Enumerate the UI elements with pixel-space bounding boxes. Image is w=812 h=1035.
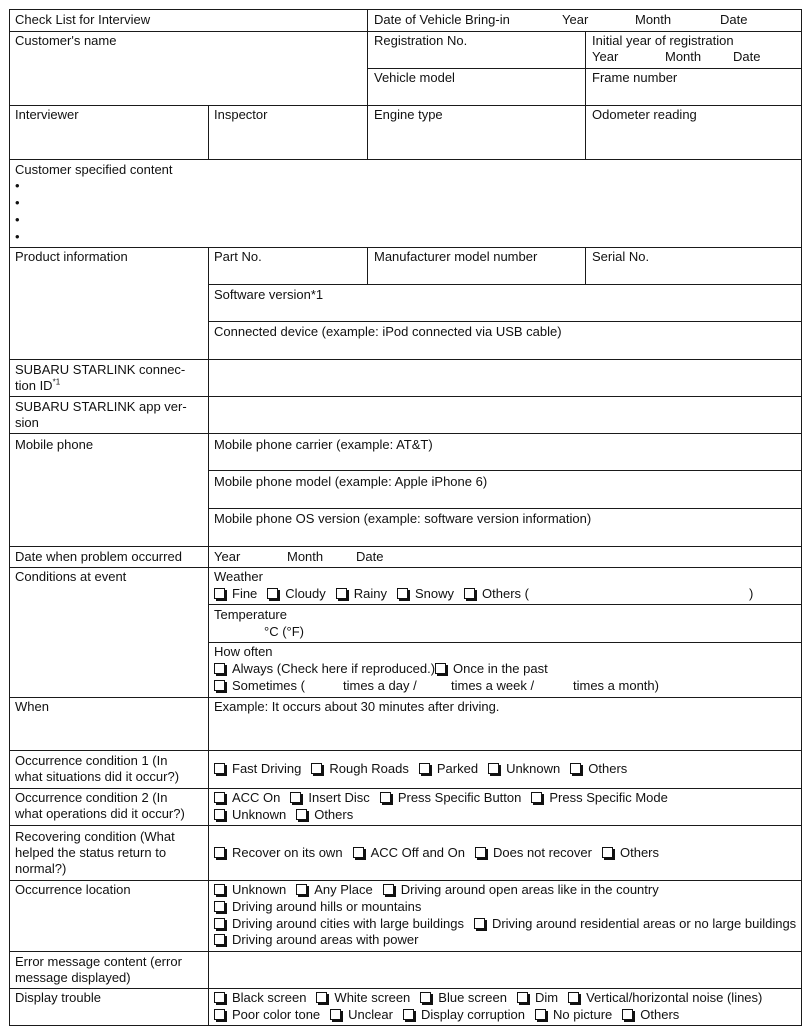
- checkbox[interactable]: [214, 934, 225, 945]
- display-no-picture[interactable]: No picture: [535, 1007, 612, 1023]
- occ1-options: [214, 761, 637, 777]
- occ2-label-line1: Occurrence condition 2 (In: [15, 790, 168, 805]
- bring-in-year: Year: [562, 12, 589, 27]
- how-often-always[interactable]: Always (Check here if reproduced.): [214, 661, 435, 676]
- initial-year-date: Date: [733, 49, 761, 64]
- checkbox[interactable]: [602, 847, 613, 858]
- occ1-others[interactable]: Others: [570, 761, 627, 777]
- occ1-rough-roads[interactable]: Rough Roads: [311, 761, 409, 777]
- weather-cloudy[interactable]: Cloudy: [267, 586, 325, 602]
- checkbox[interactable]: [214, 663, 225, 674]
- location-any-place[interactable]: Any Place: [296, 882, 373, 898]
- registration-no-label: Registration No.: [374, 33, 468, 48]
- occ2-label-line2: what operations did it occur?): [15, 806, 185, 821]
- mobile-model-label: Mobile phone model (example: Apple iPhone 6): [214, 474, 488, 489]
- checkbox[interactable]: [568, 992, 579, 1003]
- interviewer-label: Interviewer: [15, 107, 79, 122]
- connected-device-label: Connected device (example: iPod connected via USB cable): [214, 324, 562, 339]
- frame-number-label: Frame number: [592, 70, 678, 85]
- location-line2: [214, 899, 431, 915]
- specified-content-label: Customer specified content: [15, 162, 173, 177]
- location-line3: [214, 916, 796, 932]
- checkbox[interactable]: [435, 663, 446, 674]
- recover-label-line1: Recovering condition (What: [15, 829, 175, 844]
- checkbox[interactable]: [214, 847, 225, 858]
- product-info-label: Product information: [15, 249, 128, 264]
- weather-snowy[interactable]: Snowy: [397, 586, 454, 602]
- software-version-label: Software version*1: [214, 287, 324, 302]
- mobile-carrier-label: Mobile phone carrier (example: AT&T): [214, 437, 433, 452]
- checkbox[interactable]: [397, 588, 408, 599]
- location-label: Occurrence location: [15, 882, 131, 897]
- occ2-unknown[interactable]: Unknown: [214, 807, 286, 823]
- recover-others[interactable]: Others: [602, 845, 659, 861]
- occ2-insert-disc[interactable]: Insert Disc: [290, 790, 369, 806]
- error-label-line1: Error message content (error: [15, 954, 182, 969]
- display-corruption[interactable]: Display corruption: [403, 1007, 525, 1023]
- times-a-week: times a week /: [451, 678, 535, 693]
- checkbox[interactable]: [464, 588, 475, 599]
- display-black[interactable]: Black screen: [214, 990, 306, 1006]
- occ2-press-mode[interactable]: Press Specific Mode: [531, 790, 668, 806]
- checkbox[interactable]: [214, 809, 225, 820]
- checkbox[interactable]: [403, 1009, 414, 1020]
- display-line1: [214, 990, 762, 1006]
- recover-options: [214, 845, 669, 861]
- part-no-label: Part No.: [214, 249, 262, 264]
- checkbox[interactable]: [214, 992, 225, 1003]
- recover-label-line2: helped the status return to: [15, 845, 167, 860]
- recover-acc-off-on[interactable]: ACC Off and On: [353, 845, 465, 861]
- checkbox[interactable]: [214, 792, 225, 803]
- starlink-id-label-line1: SUBARU STARLINK connec-: [15, 362, 186, 377]
- display-white[interactable]: White screen: [316, 990, 410, 1006]
- checkbox[interactable]: [296, 884, 307, 895]
- bring-in-month: Month: [635, 12, 672, 27]
- display-poor-color[interactable]: Poor color tone: [214, 1007, 320, 1023]
- specified-bullet: •: [15, 195, 20, 210]
- recover-does-not[interactable]: Does not recover: [475, 845, 592, 861]
- conditions-label: Conditions at event: [15, 569, 127, 584]
- occ1-label-line1: Occurrence condition 1 (In: [15, 753, 168, 768]
- display-dim[interactable]: Dim: [517, 990, 558, 1006]
- starlink-app-label-line1: SUBARU STARLINK app ver-: [15, 399, 187, 414]
- vehicle-model-label: Vehicle model: [374, 70, 455, 85]
- customer-name-label: Customer's name: [15, 33, 117, 48]
- checkbox[interactable]: [531, 792, 542, 803]
- checkbox[interactable]: [214, 918, 225, 929]
- form-title: Check List for Interview: [15, 12, 151, 27]
- odometer-label: Odometer reading: [592, 107, 697, 122]
- display-line2: [214, 1007, 689, 1023]
- occ1-unknown[interactable]: Unknown: [488, 761, 560, 777]
- how-often-line1: [214, 661, 548, 677]
- checkbox[interactable]: [353, 847, 364, 858]
- error-label-line2: message displayed): [15, 970, 131, 985]
- mobile-os-label: Mobile phone OS version (example: software version information): [214, 511, 592, 526]
- starlink-app-field[interactable]: [208, 396, 802, 434]
- occ1-parked[interactable]: Parked: [419, 761, 478, 777]
- weather-label: Weather: [214, 569, 263, 584]
- location-power[interactable]: Driving around areas with power: [214, 932, 418, 948]
- problem-date-label: Date when problem occurred: [15, 549, 182, 564]
- engine-type-label: Engine type: [374, 107, 443, 122]
- weather-others[interactable]: Others (: [464, 586, 529, 602]
- checkbox[interactable]: [622, 1009, 633, 1020]
- occ2-options-line1: [214, 790, 678, 806]
- location-hills[interactable]: Driving around hills or mountains: [214, 899, 421, 915]
- weather-others-close: ): [749, 586, 754, 601]
- checkbox[interactable]: [214, 763, 225, 774]
- checkbox[interactable]: [535, 1009, 546, 1020]
- starlink-id-field[interactable]: [208, 359, 802, 397]
- checkbox[interactable]: [316, 992, 327, 1003]
- checkbox[interactable]: [380, 792, 391, 803]
- display-label: Display trouble: [15, 990, 101, 1005]
- mobile-label: Mobile phone: [15, 437, 94, 452]
- checkbox[interactable]: [296, 809, 307, 820]
- checkbox[interactable]: [267, 588, 278, 599]
- checkbox[interactable]: [214, 901, 225, 912]
- how-often-sometimes[interactable]: Sometimes (: [214, 678, 305, 694]
- display-noise[interactable]: Vertical/horizontal noise (lines): [568, 990, 762, 1006]
- conditions-label-cell: [9, 567, 209, 698]
- specified-bullet: •: [15, 229, 20, 244]
- temperature-label: Temperature: [214, 607, 287, 622]
- initial-year-month: Month: [665, 49, 702, 64]
- times-a-month: times a month): [573, 678, 659, 693]
- serial-no-label: Serial No.: [592, 249, 650, 264]
- display-others[interactable]: Others: [622, 1007, 679, 1023]
- problem-date-date: Date: [356, 549, 384, 564]
- checkbox[interactable]: [474, 918, 485, 929]
- location-open-areas[interactable]: Driving around open areas like in the country: [383, 882, 659, 898]
- occ2-others[interactable]: Others: [296, 807, 353, 823]
- checkbox[interactable]: [290, 792, 301, 803]
- weather-rainy[interactable]: Rainy: [336, 586, 387, 602]
- checkbox[interactable]: [336, 588, 347, 599]
- problem-date-year: Year: [214, 549, 241, 564]
- starlink-app-label-line2: sion: [15, 415, 39, 430]
- recover-label-line3: normal?): [15, 861, 67, 876]
- checkbox[interactable]: [214, 588, 225, 599]
- weather-options: [214, 586, 539, 602]
- problem-date-month: Month: [287, 549, 324, 564]
- times-a-day: times a day /: [343, 678, 417, 693]
- location-line4: [214, 932, 428, 948]
- location-line1: [214, 882, 669, 898]
- specified-bullet: •: [15, 178, 20, 193]
- location-cities[interactable]: Driving around cities with large buildings: [214, 916, 464, 932]
- bring-in-date: Date: [720, 12, 748, 27]
- checkbox[interactable]: [475, 847, 486, 858]
- occ1-label-line2: what situations did it occur?): [15, 769, 180, 784]
- occ2-options-line2: [214, 807, 363, 823]
- checkbox[interactable]: [420, 992, 431, 1003]
- initial-year-label: Initial year of registration: [592, 33, 734, 48]
- display-blue[interactable]: Blue screen: [420, 990, 507, 1006]
- starlink-id-label-line2: tion ID$^{*1}$: [15, 377, 61, 393]
- location-unknown[interactable]: Unknown: [214, 882, 286, 898]
- checkbox[interactable]: [330, 1009, 341, 1020]
- checkbox[interactable]: [383, 884, 394, 895]
- checkbox[interactable]: [488, 763, 499, 774]
- error-field[interactable]: [208, 951, 802, 989]
- occ2-acc-on[interactable]: ACC On: [214, 790, 280, 806]
- checkbox[interactable]: [517, 992, 528, 1003]
- occ1-fast-driving[interactable]: Fast Driving: [214, 761, 301, 777]
- how-often-label: How often: [214, 644, 273, 659]
- recover-own[interactable]: Recover on its own: [214, 845, 343, 861]
- location-residential[interactable]: Driving around residential areas or no large buildings: [474, 916, 796, 932]
- checkbox[interactable]: [214, 680, 225, 691]
- display-unclear[interactable]: Unclear: [330, 1007, 393, 1023]
- footnote-marker: *1: [52, 377, 61, 387]
- when-example: Example: It occurs about 30 minutes after driving.: [214, 699, 500, 714]
- checkbox[interactable]: [214, 1009, 225, 1020]
- inspector-label: Inspector: [214, 107, 268, 122]
- occ2-press-button[interactable]: Press Specific Button: [380, 790, 522, 806]
- weather-fine[interactable]: Fine: [214, 586, 257, 602]
- checkbox[interactable]: [419, 763, 430, 774]
- when-label: When: [15, 699, 49, 714]
- initial-year-year: Year: [592, 49, 619, 64]
- temperature-unit: °C (°F): [264, 624, 304, 639]
- specified-bullet: •: [15, 212, 20, 227]
- bring-in-date-label: Date of Vehicle Bring-in: [374, 12, 510, 27]
- checkbox[interactable]: [570, 763, 581, 774]
- mfr-model-label: Manufacturer model number: [374, 249, 538, 264]
- checkbox[interactable]: [311, 763, 322, 774]
- how-often-once[interactable]: Once in the past: [435, 661, 548, 676]
- checkbox[interactable]: [214, 884, 225, 895]
